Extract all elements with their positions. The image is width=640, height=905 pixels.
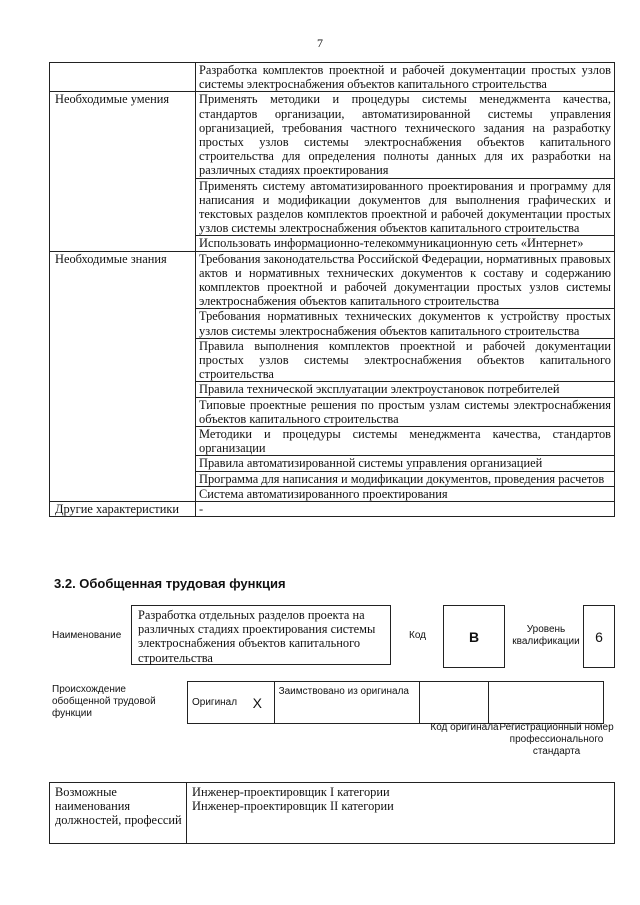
skill-item: Применять систему автоматизированного проектирования и программу для написания и модификации документов для выполнения графических и текстовых разделов комплектов проектной и рабочей документации простых узлов системы электроснабжения объектов капитального строительства xyxy=(196,178,615,236)
table-row xyxy=(50,251,615,309)
other-item: - xyxy=(196,502,615,517)
knowledge-item: Система автоматизированного проектирования xyxy=(196,486,615,501)
origin-label: Происхождение обобщенной трудовой функции xyxy=(52,684,156,719)
positions-label: Возможные наименования должностей, профессий xyxy=(50,783,187,844)
other-label: Другие характеристики xyxy=(50,502,196,517)
name-value: Разработка отдельных разделов проекта на различных стадиях проектирования системы электроснабжения объектов капитального строительства xyxy=(131,605,391,665)
table-row xyxy=(50,783,615,844)
knowledge-item: Методики и процедуры системы менеджмента качества, стандартов организации xyxy=(196,427,615,456)
level-value: 6 xyxy=(583,605,615,668)
knowledge-item: Типовые проектные решения по простым узлам системы электроснабжения объектов капитального строительства xyxy=(196,397,615,426)
knowledge-item: Требования нормативных технических документов к устройству простых узлов системы электроснабжения объектов капитального строительства xyxy=(196,309,615,338)
code-label: Код xyxy=(409,630,427,641)
name-label: Наименование xyxy=(52,630,122,641)
knowledge-item: Требования законодательства Российской Федерации, нормативных правовых актов и нормативных технических документов к составу и содержанию комплектов проектной и рабочей документации простых узлов системы электроснабжения объектов капитального строительства xyxy=(196,251,615,309)
knowledge-item: Правила автоматизированной системы управления организацией xyxy=(196,456,615,471)
section-title: 3.2. Обобщенная трудовая функция xyxy=(54,576,286,591)
competencies-table xyxy=(49,62,615,517)
knowledge-item: Правила выполнения комплектов проектной и рабочей документации простых узлов системы электроснабжения объектов капитального строительства xyxy=(196,338,615,382)
position-item: Инженер-проектировщик II категории xyxy=(192,799,394,814)
borrowed-label: Заимствовано из оригинала xyxy=(274,682,419,724)
table-row xyxy=(50,92,615,178)
origin-code-caption: Код оригинала xyxy=(430,722,499,733)
page-number: 7 xyxy=(317,36,323,50)
position-item: Инженер-проектировщик I категории xyxy=(192,785,390,799)
original-label: Оригинал xyxy=(188,682,242,724)
reg-number-cell xyxy=(488,682,603,724)
skills-label: Необходимые умения xyxy=(50,92,196,251)
positions-values xyxy=(187,783,615,844)
activity-item: Разработка комплектов проектной и рабочей документации простых узлов системы электроснабжения объектов капитального строительства xyxy=(196,63,615,92)
skill-item: Использовать информационно-телекоммуникационную сеть «Интернет» xyxy=(196,236,615,251)
code-value: B xyxy=(443,605,505,668)
row-label-empty xyxy=(50,63,196,92)
knowledge-item: Правила технической эксплуатации электроустановок потребителей xyxy=(196,382,615,397)
knowledge-item: Программа для написания и модификации документов, проведения расчетов xyxy=(196,471,615,486)
positions-table xyxy=(49,782,615,844)
reg-number-caption: Регистрационный номер профессионального стандарта xyxy=(499,722,614,757)
origin-code-cell xyxy=(419,682,488,724)
origin-table xyxy=(187,681,604,724)
table-row xyxy=(50,63,615,92)
knowledge-label: Необходимые знания xyxy=(50,251,196,501)
level-label: Уровень квалификации xyxy=(512,624,580,647)
original-mark: X xyxy=(241,682,274,724)
table-row xyxy=(50,502,615,517)
skill-item: Применять методики и процедуры системы менеджмента качества, стандартов организации, автоматизированной системы управления организацией, требования частного технического задания на разработку простых узлов системы электроснабжения объектов капитального строительства для определения полноты данных для их разработки на различных стадиях проектирования xyxy=(196,92,615,178)
